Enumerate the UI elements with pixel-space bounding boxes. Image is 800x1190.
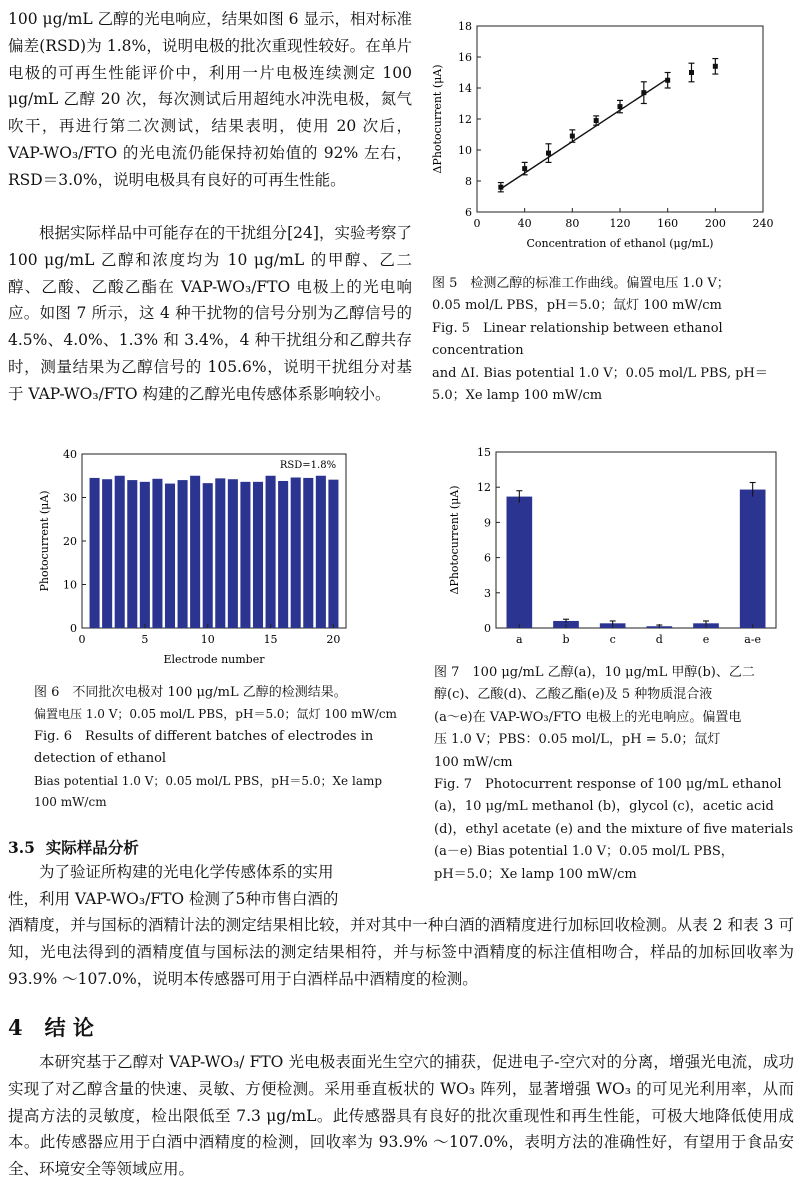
- fig7-caption-cn-5: 100 mW/cm: [434, 754, 513, 770]
- fig7-bar: [507, 497, 533, 628]
- section-title: 结 论: [44, 1015, 94, 1040]
- fig6-bar: [190, 476, 200, 628]
- fig6-bar: [215, 478, 225, 628]
- fig6-x-tick-label: 20: [326, 633, 341, 646]
- fig5-caption-en-3: 5.0；Xe lamp 100 mW/cm: [432, 388, 603, 404]
- fig7-y-tick-label: 3: [484, 586, 491, 600]
- fig6-bar: [240, 482, 250, 628]
- fig6-x-tick-label: 5: [141, 633, 149, 646]
- fig7-caption-en-4: (a－e) Bias potential 1.0 V；0.05 mol/L PBS，: [434, 844, 734, 860]
- fig6-x-tick-label: 15: [263, 633, 278, 646]
- fig5-chart: [425, 8, 795, 263]
- fig7-caption-en-5: pH＝5.0；Xe lamp 100 mW/cm: [434, 866, 637, 882]
- fig6-x-axis-label: Electrode number: [163, 653, 265, 666]
- fig5-y-tick-label: 10: [458, 144, 472, 157]
- fig6-bar: [90, 478, 100, 628]
- fig6-caption: [34, 682, 406, 814]
- fig6-bar: [165, 484, 175, 628]
- fig6-caption-cn-1: 图 6 不同批次电极对 100 μg/mL 乙醇的检测结果。: [34, 685, 347, 700]
- paragraph-interference: 根据实际样品中可能存在的干扰组分[24]，实验考察了 100 μg/mL 乙醇和浓度均为 10 μg/mL 的甲醇、乙二醇、乙酸、乙酸乙酯在 VAP-WO₃/FTO 电极上的光电响应。如图 7 所示，这 4 种干扰物的信号分别为乙醇信号的 4.5%、4.0%、1.3% 和 3.4%，4 种干扰组分和乙醇共存时，测量结果为乙醇信号的 105.6%，说明干扰组分对基于 VAP-WO₃/FTO 构建的乙醇光电传感体系影响较小。: [8, 224, 412, 403]
- fig5-data-point: [665, 78, 670, 83]
- fig5-data-point: [522, 166, 527, 171]
- fig6-y-tick-label: 40: [63, 448, 77, 461]
- section-3-5-body: 酒精度，并与国标的酒精计法的测定结果相比较，并对其中一种白酒的酒精度进行加标回收检测。从表 2 和表 3 可知，光电法得到的酒精度值与国标法的测定结果相符，并与标签中酒精度的标注值相吻合，样品的加标回收率为 93.9% ～107.0%，说明本传感器可用于白酒样品中酒精度的检测。: [8, 916, 794, 988]
- fig6-y-tick-label: 10: [63, 578, 77, 592]
- fig6-chart: [30, 442, 370, 672]
- fig5-data-point: [641, 90, 646, 95]
- fig6-x-tick-label: 0: [78, 633, 86, 646]
- fig7-caption: [434, 662, 796, 886]
- section-3-5-line1: 为了验证所构建的光电化学传感体系的实用: [39, 863, 334, 881]
- fig7-y-axis-label: ΔPhotocurrent (μA): [448, 485, 461, 595]
- fig7-caption-cn-3: (a～e)在 VAP-WO₃/FTO 电极上的光电响应。偏置电: [434, 709, 742, 725]
- fig7-x-tick-label: d: [655, 633, 663, 646]
- section-title: 实际样品分析: [45, 838, 139, 857]
- fig6-bar: [316, 476, 326, 628]
- fig6-bar: [102, 479, 112, 628]
- fig5-caption-en-2: and ΔI. Bias potential 1.0 V；0.05 mol/L PBS, pH＝: [432, 365, 768, 381]
- fig5-data-point: [546, 151, 551, 156]
- fig6-bar: [178, 480, 188, 628]
- fig5-x-axis-label: Concentration of ethanol (μg/mL): [526, 237, 714, 250]
- fig5-y-axis-label: ΔPhotocurrent (μA): [431, 64, 444, 174]
- conclusion-body: 本研究基于乙醇对 VAP-WO₃/ FTO 光电极表面光生空穴的捕获，促进电子-空穴对的分离，增强光电流，成功实现了对乙醇含量的快速、灵敏、方便检测。采用垂直板状的 WO₃ 阵列，显著增强 WO₃ 的可见光利用率，从而提高方法的灵敏度，检出限低至 7.3 μg/mL。此传感器具有良好的批次重现性和再生性能，可极大地降低使用成本。此传感器应用于白酒中酒精度的检测，回收率为 93.9% ～107.0%，表明方法的准确性好，有望用于食品安全、环境安全等领域应用。: [8, 1053, 794, 1179]
- fig7-caption-cn-1: 图 7 100 μg/mL 乙醇(a)，10 μg/mL 甲醇(b)、乙二: [434, 665, 755, 680]
- fig7-y-tick-label: 15: [477, 446, 491, 459]
- fig6-bar: [127, 480, 137, 628]
- fig6-bar: [278, 481, 288, 628]
- paragraph-results-batch: 100 μg/mL 乙醇的光电响应，结果如图 6 显示，相对标准偏差(RSD)为 1.8%，说明电极的批次重现性较好。在单片电极的可再生性能评价中，利用一片电极连续测定 100 μg/mL 乙醇 20 次，每次测试后用超纯水冲洗电极，氮气吹干，再进行第二次测试，结果表明，使用 20 次后，VAP-WO₃/FTO 的光电流仍能保持初始值的 92% 左右，RSD＝3.0%，说明电极具有良好的可再生性能。: [8, 10, 412, 189]
- fig5-caption-cn-1: 图 5 检测乙醇的标准工作曲线。偏置电压 1.0 V；: [432, 276, 730, 291]
- fig6-rsd-annotation: RSD=1.8%: [279, 460, 337, 471]
- fig5-x-tick-label: 40: [517, 217, 532, 230]
- fig7-caption-en-2: (a)，10 μg/mL methanol (b)，glycol (c)，acetic acid: [434, 799, 774, 815]
- section-number: 4: [8, 1015, 23, 1040]
- fig5-y-tick-label: 6: [465, 206, 472, 219]
- fig7-caption-cn-4: 压 1.0 V；PBS：0.05 mol/L，pH = 5.0；氙灯: [434, 732, 721, 748]
- fig5-x-tick-label: 80: [565, 217, 580, 230]
- fig6-caption-en-4: 100 mW/cm: [34, 795, 107, 810]
- fig5-x-tick-label: 120: [609, 217, 631, 230]
- fig6-bar: [115, 476, 125, 628]
- fig5-y-tick-label: 18: [458, 20, 472, 33]
- fig5-y-tick-label: 16: [458, 51, 472, 64]
- fig6-y-axis-label: Photocurrent (μA): [38, 490, 51, 592]
- fig6-bar: [152, 479, 162, 628]
- fig6-bar: [203, 483, 213, 628]
- fig7-caption-en-3: (d)，ethyl acetate (e) and the mixture of five materials: [434, 821, 794, 837]
- fig7-y-tick-label: 0: [484, 622, 491, 635]
- fig6-y-tick-label: 0: [70, 622, 77, 635]
- fig5-y-tick-label: 14: [458, 82, 472, 95]
- fig5-data-point: [498, 185, 503, 190]
- fig5-caption: [432, 273, 794, 407]
- fig7-y-tick-label: 6: [484, 551, 491, 565]
- fig5-caption-en-1: Fig. 5 Linear relationship between ethanol concentration: [432, 320, 723, 359]
- fig6-y-tick-label: 20: [63, 535, 77, 548]
- fig7-x-tick-label: c: [609, 633, 616, 646]
- fig5-data-point: [689, 70, 694, 75]
- fig5-y-tick-label: 8: [465, 175, 472, 188]
- fig5-x-tick-label: 160: [657, 217, 679, 230]
- fig5-x-tick-label: 200: [704, 217, 726, 230]
- fig5-x-tick-label: 0: [473, 217, 481, 230]
- fig6-caption-en-3: Bias potential 1.0 V；0.05 mol/L PBS，pH＝5.0；Xe lamp: [34, 773, 383, 788]
- fig7-x-tick-label: b: [562, 633, 570, 646]
- fig5-data-point: [570, 134, 575, 139]
- fig5-data-point: [618, 104, 623, 109]
- fig6-bar: [291, 477, 301, 628]
- section-3-5-line2: 性，利用 VAP-WO₃/FTO 检测了5种市售白酒的: [8, 890, 339, 908]
- fig5-data-point: [594, 118, 599, 123]
- fig6-bar: [253, 482, 263, 628]
- fig7-x-tick-label: a: [516, 633, 523, 646]
- fig7-chart: [436, 440, 786, 650]
- fig6-bar: [328, 480, 338, 628]
- fig6-x-tick-label: 10: [200, 633, 215, 646]
- fig6-bar: [228, 479, 238, 628]
- fig6-caption-cn-2: 偏置电压 1.0 V；0.05 mol/L PBS，pH＝5.0；氙灯 100 mW/cm: [34, 707, 397, 722]
- fig7-plot-frame: [496, 452, 776, 628]
- section-number: 3.5: [8, 838, 35, 857]
- section-4-heading: [8, 1012, 94, 1042]
- fig5-plot-frame: [477, 26, 763, 212]
- fig5-x-tick-label: 240: [752, 217, 774, 230]
- fig6-caption-en-1: Fig. 6 Results of different batches of electrodes in: [34, 728, 374, 744]
- fig7-y-tick-label: 12: [477, 481, 491, 495]
- fig6-bar: [140, 482, 150, 628]
- fig7-caption-en-1: Fig. 7 Photocurrent response of 100 μg/mL ethanol: [434, 777, 782, 793]
- fig7-bar: [740, 490, 766, 628]
- fig6-bar: [303, 478, 313, 628]
- fig5-caption-cn-2: 0.05 mol/L PBS，pH＝5.0；氙灯 100 mW/cm: [432, 298, 722, 314]
- fig6-bar: [266, 476, 276, 628]
- section-3-5-heading: [8, 836, 139, 858]
- fig7-caption-cn-2: 醇(c)、乙酸(d)、乙酸乙酯(e)及 5 种物质混合液: [434, 687, 713, 703]
- fig5-data-point: [713, 64, 718, 69]
- fig6-y-tick-label: 30: [63, 491, 77, 505]
- fig7-y-tick-label: 9: [484, 516, 491, 530]
- fig5-fit-line: [501, 79, 668, 189]
- fig7-x-tick-label: a-e: [744, 633, 762, 646]
- fig7-x-tick-label: e: [702, 633, 710, 646]
- fig6-caption-en-2: detection of ethanol: [34, 751, 167, 767]
- fig5-y-tick-label: 12: [458, 113, 472, 126]
